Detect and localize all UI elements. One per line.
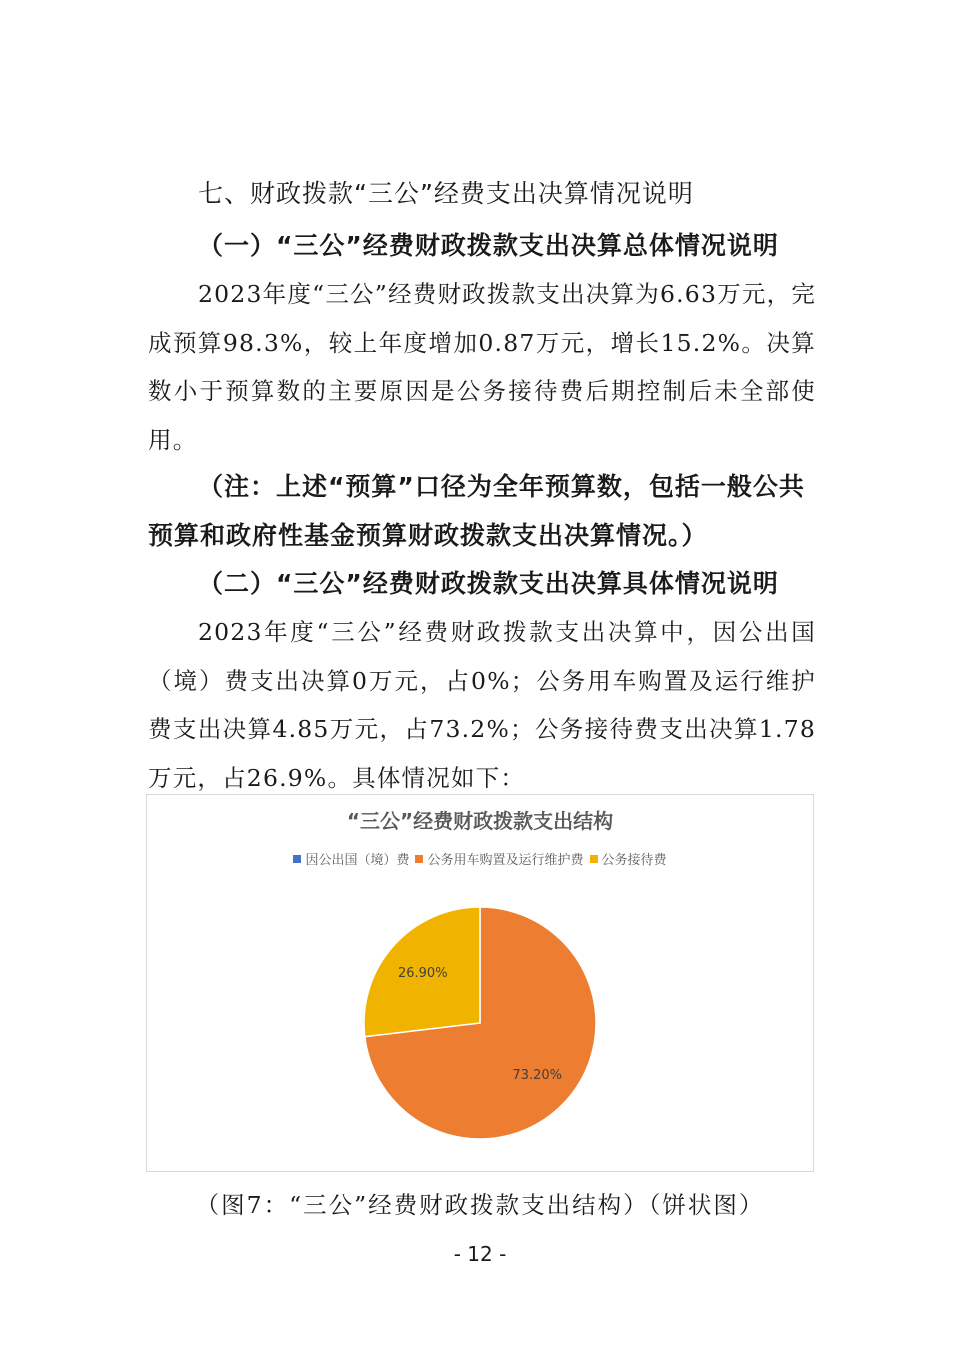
legend-label: 因公出国（境）费: [305, 853, 410, 868]
figure-caption: （图7：“三公”经费财政拨款支出结构）（饼状图）: [195, 1191, 765, 1219]
chart-title: “三公”经费财政拨款支出结构: [346, 809, 614, 833]
paragraph-detail: 2023年度“三公”经费财政拨款支出决算中，因公出国（境）费支出决算0万元，占0%；公务用车购置及运行维护费支出决算4.85万元，占73.2%；公务接待费支出决算1.78万元，占26.9%。具体情况如下：: [148, 618, 816, 792]
pie-data-label: 26.90%: [397, 966, 448, 982]
subsection-title-overall: （一）“三公”经费财政拨款支出决算总体情况说明: [198, 231, 779, 260]
paragraph-overall: 2023年度“三公”经费财政拨款支出决算为6.63万元，完成预算98.3%，较上年度增加0.87万元，增长15.2%。决算数小于预算数的主要原因是公务接待费后期控制后未全部使用。: [148, 280, 816, 454]
pie-chart-container: [146, 794, 814, 1172]
section-title: 七、财政拨款“三公”经费支出决算情况说明: [198, 179, 694, 208]
legend-label: 公务接待费: [601, 853, 667, 868]
subsection-title-detail: （二）“三公”经费财政拨款支出决算具体情况说明: [198, 569, 779, 598]
page-number: - 12 -: [453, 1242, 507, 1266]
pie-data-label: 73.20%: [512, 1067, 563, 1083]
budget-note: （注：上述“预算”口径为全年预算数，包括一般公共预算和政府性基金预算财政拨款支出决算情况。）: [148, 472, 805, 550]
legend-label: 公务用车购置及运行维护费: [427, 853, 584, 868]
pie-chart: [147, 795, 813, 1171]
